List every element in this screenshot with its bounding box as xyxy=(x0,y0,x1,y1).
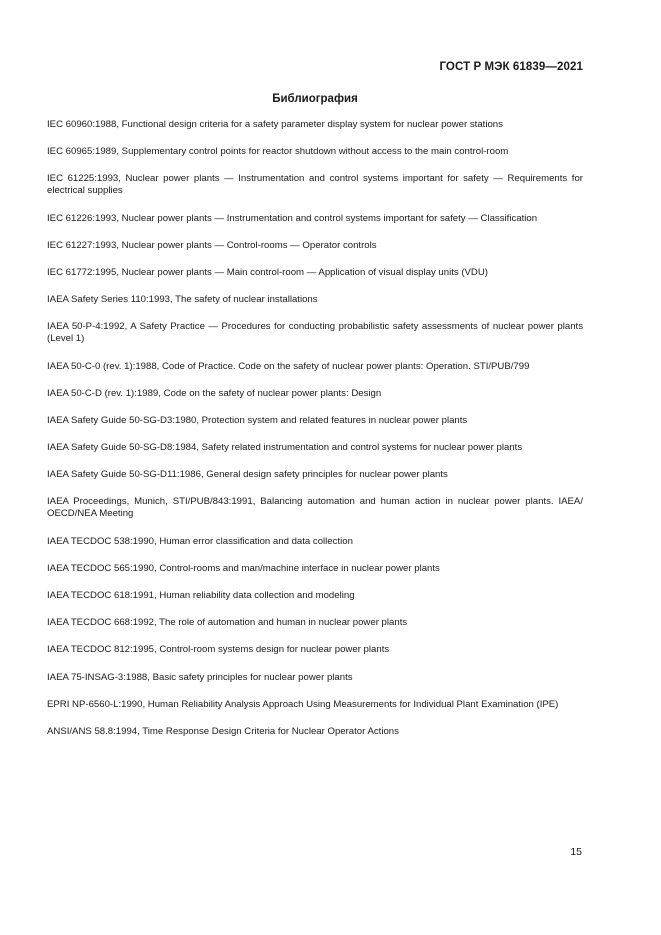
bibliography-entry: IAEA 50-P-4:1992, A Safety Practice — Procedures for conducting probabilistic safety assessments of nuclear power plants (Level 1) xyxy=(47,321,583,345)
page-number: 15 xyxy=(570,846,582,858)
document-code: ГОСТ Р МЭК 61839—2021 xyxy=(439,61,583,73)
bibliography-entry: IAEA TECDOC 668:1992, The role of automation and human in nuclear power plants xyxy=(47,617,408,629)
bibliography-entry: IEC 60960:1988, Functional design criteria for a safety parameter display system for nuclear power stations xyxy=(47,119,503,130)
bibliography-entry: ANSI/ANS 58.8:1994, Time Response Design Criteria for Nuclear Operator Actions xyxy=(47,725,399,737)
bibliography-entry: IEC 61226:1993, Nuclear power plants — Instrumentation and control systems important for safety — Classification xyxy=(47,212,538,224)
bibliography-entry: IAEA Safety Guide 50-SG-D11:1986, General design safety principles for nuclear power plants xyxy=(47,469,448,481)
section-title: Библиография xyxy=(272,93,358,105)
bibliography-entry: EPRI NP-6560-L:1990, Human Reliability Analysis Approach Using Measurements for Individual Plant Examination (IPE) xyxy=(47,698,559,710)
bibliography-list xyxy=(47,119,583,753)
bibliography-entry: IAEA Proceedings, Munich, STI/PUB/843:1991, Balancing automation and human action in nuclear power plants. IAEA/ OECD/NEA Meeting xyxy=(47,496,583,520)
bibliography-entry: IAEA Safety Guide 50-SG-D3:1980, Protection system and related features in nuclear power plants xyxy=(47,414,468,426)
bibliography-entry: IAEA 75-INSAG-3:1988, Basic safety principles for nuclear power plants xyxy=(47,671,353,683)
bibliography-entry: IAEA TECDOC 538:1990, Human error classification and data collection xyxy=(47,535,353,547)
bibliography-entry: IAEA 50-C-0 (rev. 1):1988, Code of Practice. Code on the safety of nuclear power plants: Operation. STI/PUB/799 xyxy=(47,360,530,372)
bibliography-entry: IAEA 50-C-D (rev. 1):1989, Code on the safety of nuclear power plants: Design xyxy=(47,387,382,399)
bibliography-entry: IEC 61227:1993, Nuclear power plants — Control-rooms — Operator controls xyxy=(47,239,377,251)
bibliography-entry: IEC 61772:1995, Nuclear power plants — Main control-room — Application of visual display units (VDU) xyxy=(47,266,488,278)
bibliography-entry: IEC 61225:1993, Nuclear power plants — Instrumentation and control systems important for safety — Requirements for electrical supplies xyxy=(47,173,583,197)
bibliography-entry: IAEA TECDOC 812:1995, Control-room systems design for nuclear power plants xyxy=(47,644,390,656)
bibliography-entry: IAEA Safety Guide 50-SG-D8:1984, Safety related instrumentation and control systems for nuclear power plants xyxy=(47,442,523,454)
bibliography-entry: IAEA TECDOC 565:1990, Control-rooms and man/machine interface in nuclear power plants xyxy=(47,562,440,574)
bibliography-entry: IEC 60965:1989, Supplementary control points for reactor shutdown without access to the main control-room xyxy=(47,146,509,158)
bibliography-entry: IAEA TECDOC 618:1991, Human reliability data collection and modeling xyxy=(47,590,355,601)
bibliography-entry: IAEA Safety Series 110:1993, The safety of nuclear installations xyxy=(47,294,318,306)
